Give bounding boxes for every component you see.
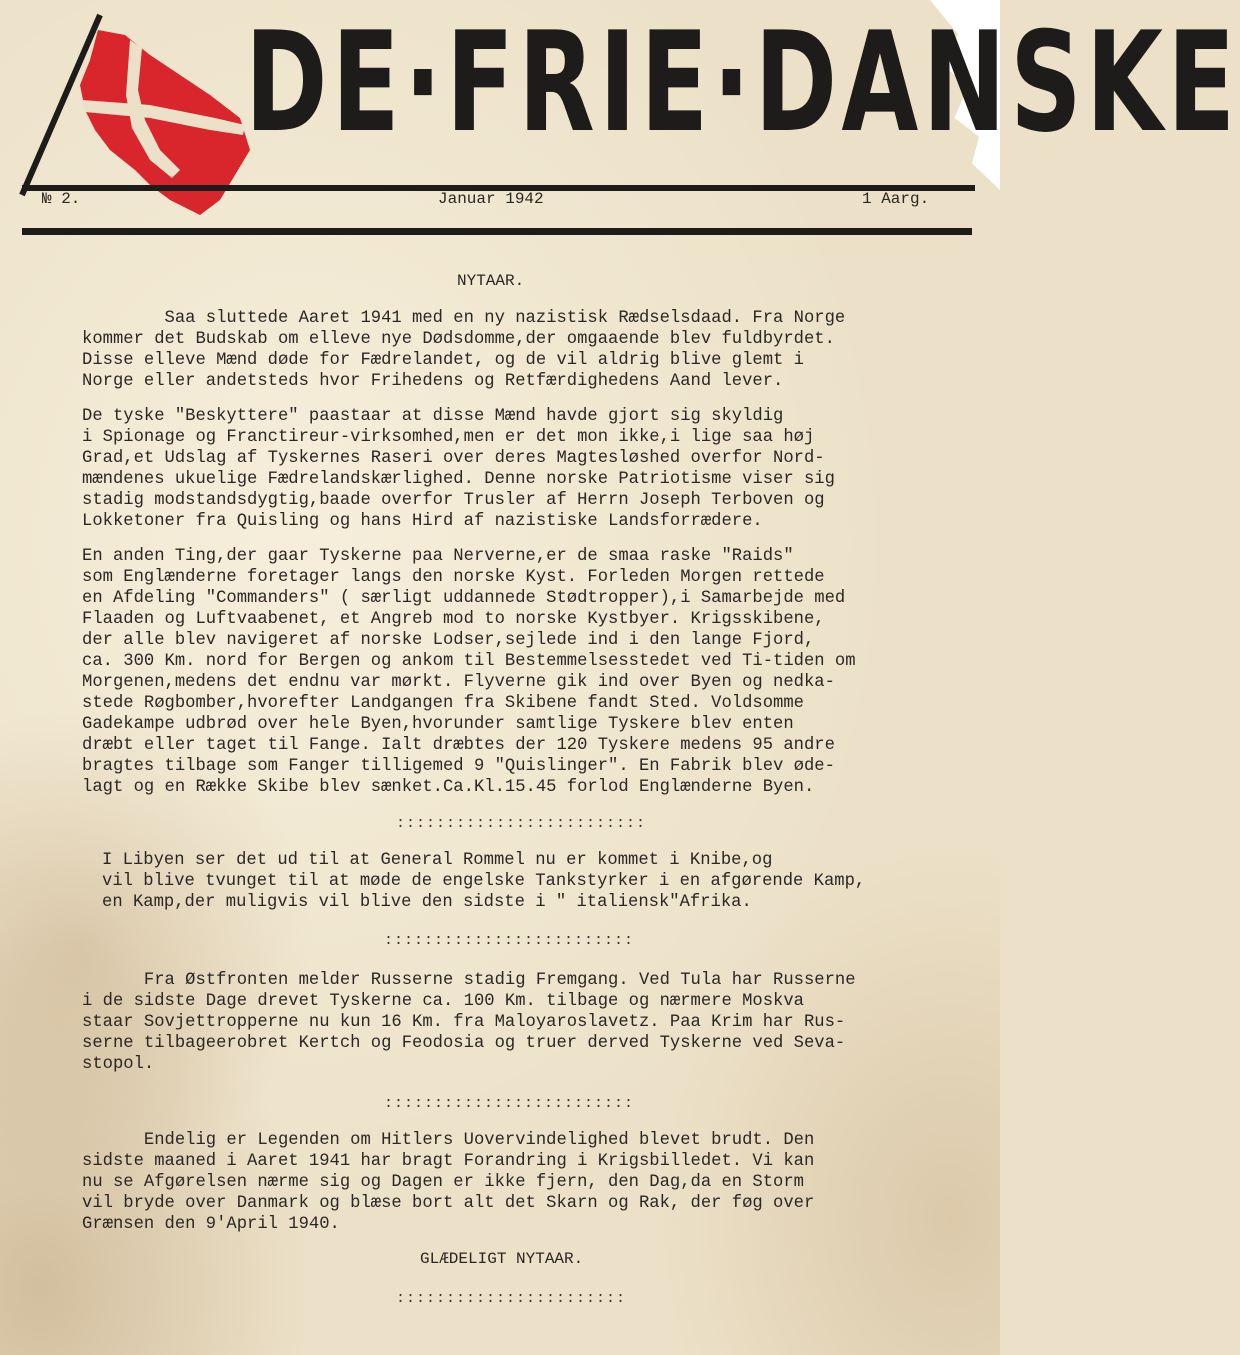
issue-date: Januar 1942 — [438, 190, 544, 208]
paragraph-libya: I Libyen ser det ud til at General Rommel nu er kommet i Knibe,og vil blive tvunget til at møde de engelske Tankstyrker i en afgørende Kamp, en Kamp,der muligvis vil blive den sidste i " italiensk"Afrika. — [102, 851, 866, 912]
issue-number: № 2. — [42, 190, 81, 208]
article-title: NYTAAR. — [457, 272, 525, 290]
masthead-rule-bottom — [22, 228, 972, 235]
separator: ::::::::::::::::::::::::: — [396, 815, 647, 832]
closing-greeting: GLÆDELIGT NYTAAR. — [420, 1250, 584, 1268]
paragraph-german-protectors: De tyske "Beskyttere" paastaar at disse Mænd havde gjort sig skyldig i Spionage og Franctireur-virksomhed,men er det mon ikke,i lige saa høj Grad,et Udslag af Tyskernes Raseri over deres Magtesløshed overfor Nord- mændenes ukuelige Fædrelandskærlighed. Denne norske Patriotisme viser sig stadig modstandsdygtig,baade overfor Trusler af Herrn Joseph Terboven og Lokketoner fra Quisling og hans Hird af nazistiske Landsforrædere. — [82, 407, 835, 531]
separator: ::::::::::::::::::::::::: — [384, 932, 635, 949]
issue-volume: 1 Aarg. — [862, 190, 930, 208]
paragraph-commando-raid: En anden Ting,der gaar Tyskerne paa Nerverne,er de smaa raske "Raids" som Englænderne foretager langs den norske Kyst. Forleden Morgen rettede en Afdeling "Commanders" ( særligt uddannede Stødtropper),i Samarbejde med Flaaden og Luftvaabenet, et Angreb mod to norske Kystbyer. Krigsskibene, der alle blev navigeret af norske Lodser,sejlede ind i den lange Fjord, ca. 300 Km. nord for Bergen og ankom til Bestemmelsesstedet ved Ti-tiden om Morgenen,medens det endnu var mørkt. Flyverne gik ind over Byen og nedka- stede Røgbomber,hvorefter Landgangen fra Skibene fandt Sted. Voldsomme Gadekampe udbrød over hele Byen,hvorunder samtlige Tyskere blev enten dræbt eller taget til Fange. Ialt dræbtes der 120 Tyskere medens 95 andre bragtes tilbage som Fanger tilligemed 9 "Quislinger". En Fabrik blev øde- lagt og en Række Skibe blev sænket.Ca.Kl.15.45 forlod Englænderne Byen. — [82, 547, 856, 797]
separator: ::::::::::::::::::::::::: — [384, 1095, 635, 1112]
separator: ::::::::::::::::::::::: — [396, 1290, 627, 1307]
paragraph-eastern-front: Fra Østfronten melder Russerne stadig Fremgang. Ved Tula har Russerne i de sidste Dage drevet Tyskerne ca. 100 Km. tilbage og nærmere Moskva staar Sovjettropperne nu kun 16 Km. fra Maloyaroslavetz. Paa Krim har Rus- serne tilbageerobret Kertch og Feodosia og truer derved Tyskerne ved Seva- stopol. — [82, 971, 856, 1074]
masthead-title: DE·FRIE·DANSKE — [245, 2, 1240, 163]
paragraph-hitler-legend: Endelig er Legenden om Hitlers Uovervindelighed blevet brudt. Den sidste maaned i Aaret 1941 har bragt Forandring i Krigsbilledet. Vi kan nu se Afgørelsen nærme sig og Dagen er ikke fjern, den Dag,da en Storm vil bryde over Danmark og blæse bort alt det Skarn og Rak, der føg over Grænsen den 9'April 1940. — [82, 1131, 815, 1234]
paragraph-norway-executions: Saa sluttede Aaret 1941 med en ny nazistisk Rædselsdaad. Fra Norge kommer det Budskab om elleve nye Dødsdomme,der omgaaende blev fuldbyrdet. Disse elleve Mænd døde for Fædrelandet, og de vil aldrig blive glemt i Norge eller andetsteds hvor Frihedens og Retfærdighedens Aand lever. — [82, 309, 846, 391]
